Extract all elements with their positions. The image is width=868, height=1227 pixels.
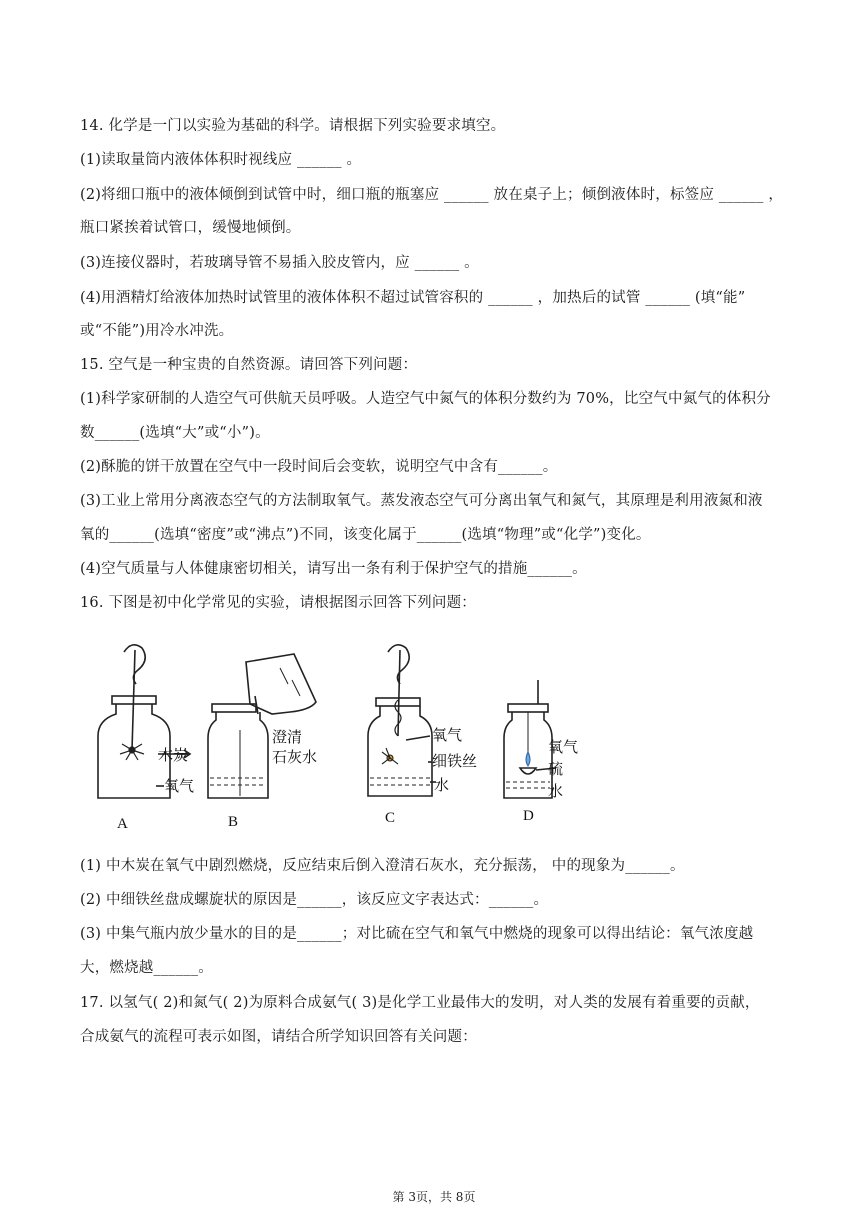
q16-part1: (1) 中木炭在氧气中剧烈燃烧，反应结束后倒入澄清石灰水，充分振荡， 中的现象为______。 <box>80 858 685 874</box>
fig-caption-d: D <box>523 808 534 824</box>
q14-part2: (2)将细口瓶中的液体倾倒到试管中时，细口瓶的瓶塞应 ______ 放在桌子上；倾倒液体时，标签应 ______ ， <box>80 187 784 203</box>
q15-part1: (1)科学家研制的人造空气可供航天员呼吸。人造空气中氮气的体积分数约为 70%，比空气中氮气的体积分 <box>80 391 771 407</box>
fig-d-label-water: 水 <box>548 782 564 800</box>
spark-c-icon <box>382 748 398 764</box>
fig-caption-b: B <box>228 814 239 830</box>
q15-stem: 15. 空气是一种宝贵的自然资源。请回答下列问题： <box>80 357 418 373</box>
fig-b-label-clear: 澄清 <box>272 728 303 746</box>
q15-part3-cont: 氧的______(选填“密度”或“沸点”)不同，该变化属于______(选填“物理”或“化学”)变化。 <box>80 527 651 543</box>
flame-a-icon <box>120 744 144 760</box>
q16-part3-cont: 大，燃烧越______。 <box>80 960 213 976</box>
q15-part1-cont: 数______(选填“大”或“小”)。 <box>80 425 270 441</box>
q14-part3: (3)连接仪器时，若玻璃导管不易插入胶皮管内，应 ______ 。 <box>80 255 479 271</box>
bottle-b <box>208 654 316 798</box>
q14-part4-cont: 或“不能”)用冷水冲洗。 <box>80 323 234 339</box>
q15-part3: (3)工业上常用分离液态空气的方法制取氧气。蒸发液态空气可分离出氧气和氮气，其原理是利用液氮和液 <box>80 493 763 509</box>
fig-a-label-oxygen: 氧气 <box>164 777 195 795</box>
q15-part2: (2)酥脆的饼干放置在空气中一段时间后会变软，说明空气中含有______。 <box>80 459 558 475</box>
q16-stem: 16. 下图是初中化学常见的实验，请根据图示回答下列问题： <box>80 595 476 611</box>
fig-c-label-water: 水 <box>434 776 450 794</box>
q14-part1: (1)读取量筒内液体体积时视线应 ______ 。 <box>80 152 362 168</box>
q15-part4: (4)空气质量与人体健康密切相关，请写出一条有利于保护空气的措施______。 <box>80 561 587 577</box>
q17-stem: 17. 以氢气( 2)和氮气( 2)为原料合成氨气( 3)是化学工业最伟大的发明，对人类的发展有着重要的贡献， <box>80 995 760 1011</box>
bottle-c <box>368 645 436 796</box>
q17-stem-cont: 合成氨气的流程可表示如图，请结合所学知识回答有关问题： <box>80 1029 477 1045</box>
q14-part4: (4)用酒精灯给液体加热时试管里的液体体积不超过试管容积的 ______ ，加热后的试管 ______ (填“能” <box>80 290 746 306</box>
fig-caption-a: A <box>117 816 128 832</box>
fig-d-label-oxygen: 氧气 <box>548 738 579 756</box>
fig-d-label-sulfur: 硫 <box>548 760 564 778</box>
sulfur-flame-d-icon <box>526 752 530 766</box>
fig-c-label-ironwire: 细铁丝 <box>432 752 478 770</box>
fig-c-label-oxygen: 氧气 <box>432 726 463 744</box>
q16-part2: (2) 中细铁丝盘成螺旋状的原因是______，该反应文字表达式：______。 <box>80 892 549 908</box>
fig-caption-c: C <box>385 810 396 826</box>
q16-part3: (3) 中集气瓶内放少量水的目的是______；对比硫在空气和氧气中燃烧的现象可以得出结论：氧气浓度越 <box>80 926 754 942</box>
q14-stem: 14. 化学是一门以实验为基础的科学。请根据下列实验要求填空。 <box>80 118 506 134</box>
fig-b-label-limewater: 石灰水 <box>272 748 318 766</box>
q14-part2-cont: 瓶口紧挨着试管口，缓慢地倾倒。 <box>80 220 301 236</box>
fig-a-label-charcoal: 木炭 <box>158 746 189 764</box>
bottle-a <box>98 645 190 798</box>
experiment-figure <box>80 640 579 840</box>
page-number: 第 3页，共 8页 <box>392 1190 476 1204</box>
